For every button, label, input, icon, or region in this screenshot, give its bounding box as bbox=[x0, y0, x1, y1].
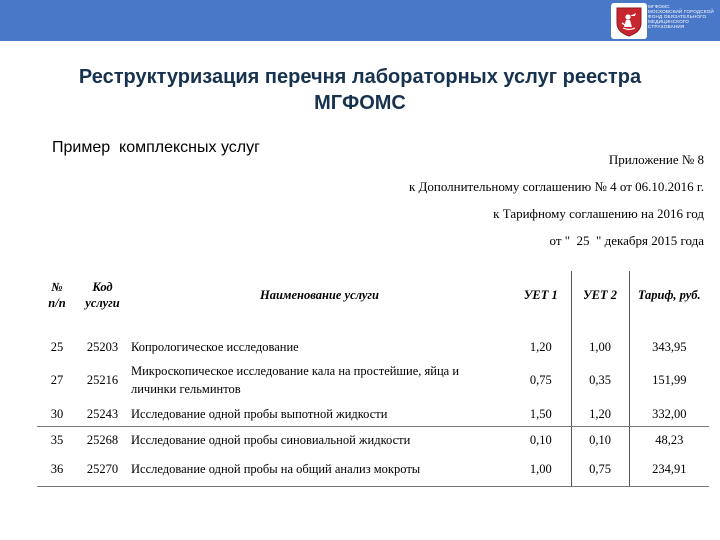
header-uet2: УЕТ 2 bbox=[571, 271, 629, 318]
appendix-note bbox=[409, 150, 704, 258]
slide-title-line: Реструктуризация перечня лабораторных услуг реестра bbox=[78, 66, 642, 88]
header-uet1: УЕТ 1 bbox=[511, 271, 571, 318]
header-tariff: Тариф, руб. bbox=[637, 287, 701, 302]
table-row: 36 25270 Исследование одной пробы на общий анализ мокроты 1,00 0,75 234,91 bbox=[37, 452, 709, 487]
header-num: № п/п bbox=[48, 279, 66, 310]
slide-title bbox=[30, 64, 690, 116]
appendix-line: от " 25 " декабря 2015 года bbox=[549, 233, 704, 248]
appendix-line: к Тарифному соглашению на 2016 год bbox=[493, 206, 704, 221]
slide-title-line: МГФОМС bbox=[314, 92, 406, 114]
appendix-line: Приложение № 8 bbox=[608, 152, 704, 167]
services-table bbox=[37, 271, 709, 487]
moscow-coat-of-arms-icon bbox=[611, 3, 647, 39]
table-spacer-row bbox=[37, 318, 709, 334]
logo-caption: МГФОМС МОСКОВСКИЙ ГОРОДСКОЙ ФОНД ОБЯЗАТЕЛЬНОГО МЕДИЦИНСКОГО СТРАХОВАНИЯ bbox=[648, 4, 714, 29]
slide-subtitle: Пример комплексных услуг bbox=[52, 139, 260, 156]
header-code: Код услуги bbox=[85, 279, 120, 310]
table-row: 27 25216 Микроскопическое исследование кала на простейшие, яйца и личинки гельминтов 0,75 0,35 151,99 bbox=[37, 359, 709, 401]
appendix-line: к Дополнительному соглашению № 4 от 06.10.2016 г. bbox=[408, 179, 704, 194]
table-header-row bbox=[37, 271, 709, 318]
header-name: Наименование услуги bbox=[259, 287, 379, 302]
table-row: 30 25243 Исследование одной пробы выпотной жидкости 1,50 1,20 332,00 bbox=[37, 401, 709, 427]
table-row: 35 25268 Исследование одной пробы синовиальной жидкости 0,10 0,10 48,23 bbox=[37, 427, 709, 453]
table-row: 25 25203 Копрологическое исследование 1,20 1,00 343,95 bbox=[37, 334, 709, 359]
